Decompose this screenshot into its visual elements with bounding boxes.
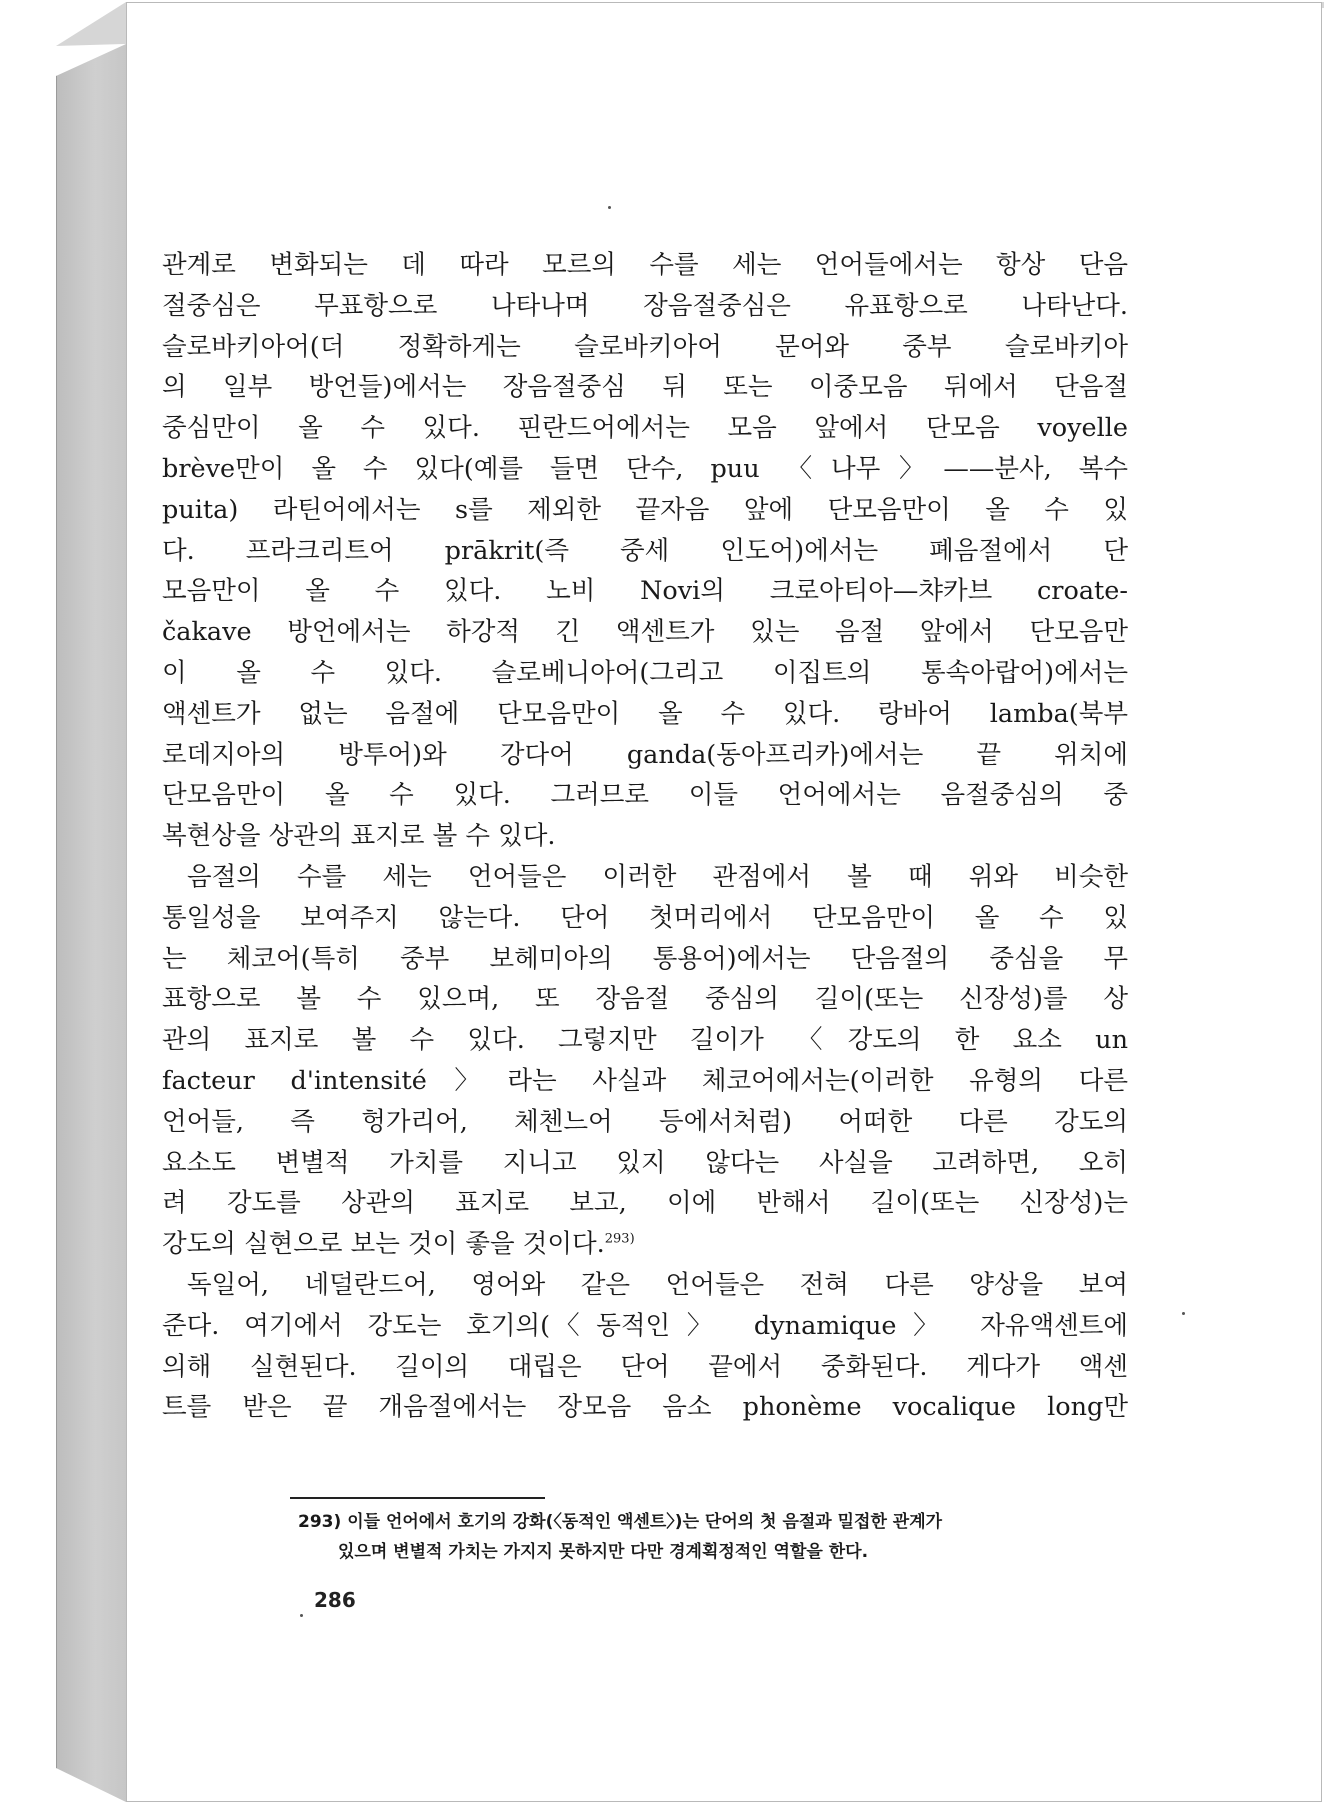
footnote-reference: 293) xyxy=(604,1231,635,1247)
text-line: 는 체코어(특히 중부 보헤미아의 통용어)에서는 단음절의 중심을 무 xyxy=(162,943,1128,974)
text-line: 로데지아의 방투어)와 강다어 ganda(동아프리카)에서는 끝 위치에 xyxy=(162,739,1128,770)
text-line: 관의 표지로 볼 수 있다. 그렇지만 길이가 〈강도의 한 요소 un xyxy=(162,1025,1128,1056)
text-line: 절중심은 무표항으로 나타나며 장음절중심은 유표항으로 나타난다. xyxy=(162,290,1128,321)
text-line: brève만이 올 수 있다(예를 들면 단수, puu 〈나무〉——분사, 복수 xyxy=(162,453,1128,484)
text-line: 트를 받은 끝 개음절에서는 장모음 음소 phonème vocalique long만 xyxy=(162,1392,1128,1423)
text-line: 준다. 여기에서 강도는 호기의(〈동적인〉 dynamique〉 자유액센트에 xyxy=(162,1310,1128,1341)
text-line: 독일어, 네덜란드어, 영어와 같은 언어들은 전혀 다른 양상을 보여 xyxy=(187,1269,1128,1300)
page-number: 286 xyxy=(314,1588,356,1612)
text-line: 강도의 실현으로 보는 것이 좋을 것이다. xyxy=(162,1229,605,1260)
footnote-number: 293) xyxy=(298,1512,342,1532)
scan-speck xyxy=(1182,1312,1185,1315)
text-line: 통일성을 보여주지 않는다. 단어 첫머리에서 단모음만이 올 수 있 xyxy=(162,902,1128,933)
text-line: 이 올 수 있다. 슬로베니아어(그리고 이집트의 통속아랍어)에서는 xyxy=(162,657,1128,688)
text-line: 요소도 변별적 가치를 지니고 있지 않다는 사실을 고려하면, 오히 xyxy=(162,1147,1128,1178)
book-spine xyxy=(56,44,127,1802)
footnote-line xyxy=(298,1507,1128,1537)
text-line: facteur d'intensité〉라는 사실과 체코어에서는(이러한 유형의 다른 xyxy=(162,1065,1128,1096)
text-line: puita) 라틴어에서는 s를 제외한 끝자음 앞에 단모음만이 올 수 있 xyxy=(162,494,1128,525)
text-line: 의 일부 방언들)에서는 장음절중심 뒤 또는 이중모음 뒤에서 단음절 xyxy=(162,372,1128,403)
text-line: 단모음만이 올 수 있다. 그러므로 이들 언어에서는 음절중심의 중 xyxy=(162,780,1128,811)
text-line: 복현상을 상관의 표지로 볼 수 있다. xyxy=(162,821,556,852)
scan-speck xyxy=(300,1614,303,1617)
text-line: 모음만이 올 수 있다. 노비 Novi의 크로아티아—챠카브 croate- xyxy=(162,576,1128,607)
footnote xyxy=(298,1507,1128,1567)
text-line: 중심만이 올 수 있다. 핀란드어에서는 모음 앞에서 단모음 voyelle xyxy=(162,413,1128,444)
text-line: 슬로바키아어(더 정확하게는 슬로바키아어 문어와 중부 슬로바키아 xyxy=(162,331,1128,362)
footnote-divider xyxy=(290,1497,545,1499)
footnote-line: 있으며 변별적 가치는 가지지 못하지만 다만 경계획정적인 역할을 한다. xyxy=(338,1542,869,1562)
text-line: 표항으로 볼 수 있으며, 또 장음절 중심의 길이(또는 신장성)를 상 xyxy=(162,984,1128,1015)
footnote-text: 이들 언어에서 호기의 강화(〈동적인 액센트〉)는 단어의 첫 음절과 밀접한 관계가 xyxy=(347,1512,943,1532)
text-line: 액센트가 없는 음절에 단모음만이 올 수 있다. 랑바어 lamba(북부 xyxy=(162,698,1128,729)
text-line-with-footnote xyxy=(162,1224,1128,1265)
body-text xyxy=(162,245,1128,1428)
text-line: čakave 방언에서는 하강적 긴 액센트가 있는 음절 앞에서 단모음만 xyxy=(162,617,1128,648)
text-line: 려 강도를 상관의 표지로 보고, 이에 반해서 길이(또는 신장성)는 xyxy=(162,1188,1128,1219)
scan-speck xyxy=(608,206,611,209)
text-line: 관계로 변화되는 데 따라 모르의 수를 세는 언어들에서는 항상 단음 xyxy=(162,250,1128,280)
text-line: 다. 프라크리트어 prākrit(즉 중세 인도어)에서는 폐음절에서 단 xyxy=(162,535,1128,566)
text-line: 음절의 수를 세는 언어들은 이러한 관점에서 볼 때 위와 비슷한 xyxy=(187,861,1128,892)
text-line: 언어들, 즉 헝가리어, 체첸느어 등에서처럼) 어떠한 다른 강도의 xyxy=(162,1106,1128,1137)
text-line: 의해 실현된다. 길이의 대립은 단어 끝에서 중화된다. 게다가 액센 xyxy=(162,1351,1128,1382)
